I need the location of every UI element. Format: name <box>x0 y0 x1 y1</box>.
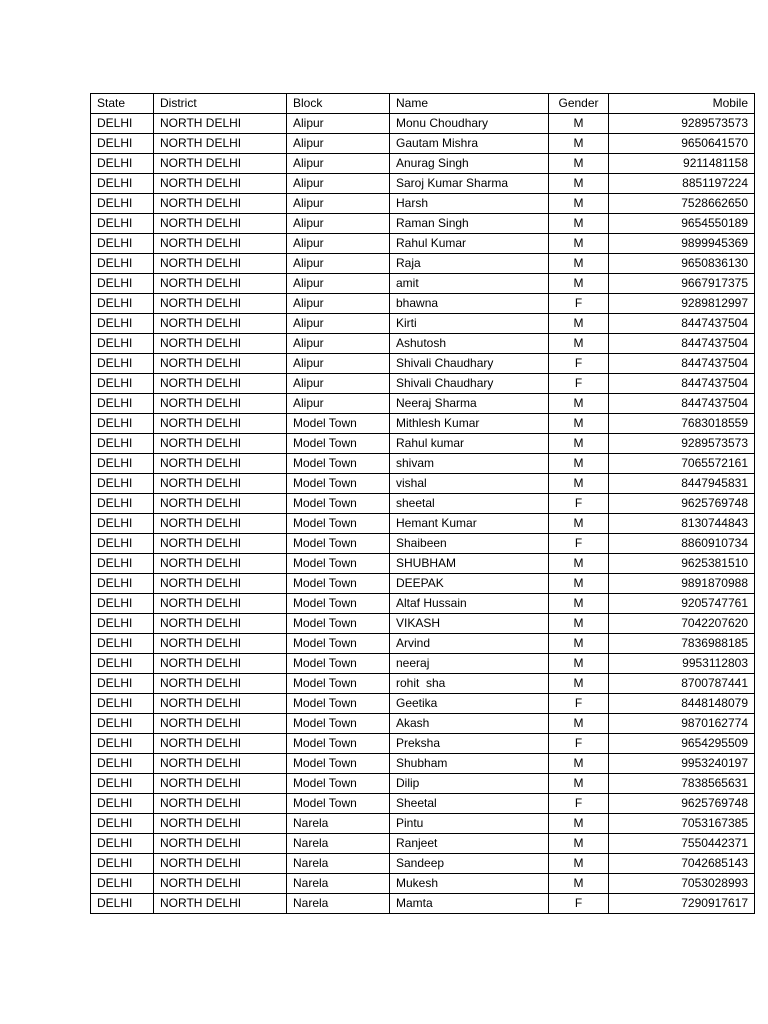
cell-mobile: 9289573573 <box>609 434 755 454</box>
cell-gender: M <box>549 634 609 654</box>
cell-name: VIKASH <box>390 614 549 634</box>
table-row <box>91 814 755 834</box>
table-row <box>91 674 755 694</box>
cell-district: NORTH DELHI <box>154 874 287 894</box>
cell-gender: M <box>549 274 609 294</box>
cell-gender: M <box>549 254 609 274</box>
cell-block: Alipur <box>287 274 390 294</box>
cell-name: Altaf Hussain <box>390 594 549 614</box>
cell-gender: F <box>549 734 609 754</box>
cell-name: sheetal <box>390 494 549 514</box>
cell-block: Alipur <box>287 194 390 214</box>
cell-state: DELHI <box>91 154 154 174</box>
cell-mobile: 8130744843 <box>609 514 755 534</box>
cell-district: NORTH DELHI <box>154 634 287 654</box>
cell-mobile: 7836988185 <box>609 634 755 654</box>
table-row <box>91 514 755 534</box>
cell-block: Narela <box>287 894 390 914</box>
cell-district: NORTH DELHI <box>154 614 287 634</box>
cell-block: Alipur <box>287 394 390 414</box>
table-row <box>91 494 755 514</box>
cell-gender: F <box>549 794 609 814</box>
cell-state: DELHI <box>91 854 154 874</box>
data-table <box>90 93 755 914</box>
cell-block: Alipur <box>287 314 390 334</box>
cell-gender: M <box>549 714 609 734</box>
cell-district: NORTH DELHI <box>154 894 287 914</box>
cell-state: DELHI <box>91 674 154 694</box>
cell-district: NORTH DELHI <box>154 834 287 854</box>
cell-block: Alipur <box>287 114 390 134</box>
table-row <box>91 894 755 914</box>
cell-mobile: 7838565631 <box>609 774 755 794</box>
cell-block: Model Town <box>287 434 390 454</box>
cell-name: Akash <box>390 714 549 734</box>
cell-state: DELHI <box>91 894 154 914</box>
cell-district: NORTH DELHI <box>154 534 287 554</box>
cell-gender: M <box>549 554 609 574</box>
cell-mobile: 9625769748 <box>609 494 755 514</box>
cell-name: Shivali Chaudhary <box>390 374 549 394</box>
table-row <box>91 254 755 274</box>
column-header-district: District <box>154 94 287 114</box>
table-row <box>91 334 755 354</box>
cell-name: vishal <box>390 474 549 494</box>
table-row <box>91 354 755 374</box>
cell-state: DELHI <box>91 654 154 674</box>
cell-state: DELHI <box>91 214 154 234</box>
column-header-gender: Gender <box>549 94 609 114</box>
cell-mobile: 9289573573 <box>609 114 755 134</box>
cell-block: Model Town <box>287 714 390 734</box>
cell-block: Narela <box>287 814 390 834</box>
table-row <box>91 854 755 874</box>
cell-block: Model Town <box>287 554 390 574</box>
cell-name: Shaibeen <box>390 534 549 554</box>
cell-mobile: 7053028993 <box>609 874 755 894</box>
table-row <box>91 474 755 494</box>
cell-gender: M <box>549 514 609 534</box>
cell-state: DELHI <box>91 694 154 714</box>
cell-mobile: 9870162774 <box>609 714 755 734</box>
cell-state: DELHI <box>91 194 154 214</box>
cell-district: NORTH DELHI <box>154 754 287 774</box>
cell-district: NORTH DELHI <box>154 134 287 154</box>
table-row <box>91 874 755 894</box>
cell-block: Alipur <box>287 154 390 174</box>
table-row <box>91 294 755 314</box>
cell-state: DELHI <box>91 254 154 274</box>
cell-name: Gautam Mishra <box>390 134 549 154</box>
cell-district: NORTH DELHI <box>154 594 287 614</box>
cell-gender: M <box>549 174 609 194</box>
table-row <box>91 194 755 214</box>
cell-name: Hemant Kumar <box>390 514 549 534</box>
cell-mobile: 8700787441 <box>609 674 755 694</box>
cell-gender: M <box>549 134 609 154</box>
cell-district: NORTH DELHI <box>154 734 287 754</box>
table-row <box>91 434 755 454</box>
column-header-name: Name <box>390 94 549 114</box>
cell-mobile: 9650641570 <box>609 134 755 154</box>
cell-state: DELHI <box>91 114 154 134</box>
cell-state: DELHI <box>91 714 154 734</box>
cell-block: Model Town <box>287 514 390 534</box>
cell-state: DELHI <box>91 174 154 194</box>
cell-mobile: 9625381510 <box>609 554 755 574</box>
cell-mobile: 8447437504 <box>609 374 755 394</box>
cell-gender: M <box>549 834 609 854</box>
cell-state: DELHI <box>91 394 154 414</box>
table-row <box>91 834 755 854</box>
cell-gender: M <box>549 854 609 874</box>
cell-state: DELHI <box>91 734 154 754</box>
cell-block: Model Town <box>287 494 390 514</box>
cell-mobile: 8447945831 <box>609 474 755 494</box>
cell-gender: F <box>549 354 609 374</box>
cell-name: Ashutosh <box>390 334 549 354</box>
cell-name: Raja <box>390 254 549 274</box>
cell-gender: M <box>549 654 609 674</box>
cell-mobile: 9654550189 <box>609 214 755 234</box>
cell-name: Mukesh <box>390 874 549 894</box>
cell-district: NORTH DELHI <box>154 794 287 814</box>
cell-name: Ranjeet <box>390 834 549 854</box>
cell-district: NORTH DELHI <box>154 294 287 314</box>
cell-gender: M <box>549 874 609 894</box>
cell-mobile: 8447437504 <box>609 314 755 334</box>
cell-gender: F <box>549 374 609 394</box>
cell-name: neeraj <box>390 654 549 674</box>
cell-block: Narela <box>287 854 390 874</box>
table-row <box>91 634 755 654</box>
cell-gender: M <box>549 614 609 634</box>
cell-gender: M <box>549 314 609 334</box>
cell-block: Model Town <box>287 574 390 594</box>
cell-block: Alipur <box>287 174 390 194</box>
cell-mobile: 8447437504 <box>609 394 755 414</box>
cell-state: DELHI <box>91 774 154 794</box>
cell-name: Raman Singh <box>390 214 549 234</box>
cell-gender: M <box>549 434 609 454</box>
cell-block: Model Town <box>287 594 390 614</box>
cell-district: NORTH DELHI <box>154 494 287 514</box>
cell-state: DELHI <box>91 334 154 354</box>
table-row <box>91 654 755 674</box>
cell-name: Dilip <box>390 774 549 794</box>
cell-mobile: 8447437504 <box>609 354 755 374</box>
table-row <box>91 134 755 154</box>
table-body <box>91 114 755 914</box>
cell-mobile: 7683018559 <box>609 414 755 434</box>
cell-name: Rahul kumar <box>390 434 549 454</box>
cell-gender: M <box>549 334 609 354</box>
cell-district: NORTH DELHI <box>154 574 287 594</box>
cell-district: NORTH DELHI <box>154 354 287 374</box>
cell-state: DELHI <box>91 634 154 654</box>
cell-mobile: 9891870988 <box>609 574 755 594</box>
cell-district: NORTH DELHI <box>154 174 287 194</box>
cell-state: DELHI <box>91 754 154 774</box>
cell-mobile: 7550442371 <box>609 834 755 854</box>
cell-state: DELHI <box>91 294 154 314</box>
cell-mobile: 7528662650 <box>609 194 755 214</box>
cell-mobile: 8860910734 <box>609 534 755 554</box>
cell-block: Model Town <box>287 674 390 694</box>
cell-gender: M <box>549 414 609 434</box>
cell-gender: F <box>549 894 609 914</box>
cell-name: SHUBHAM <box>390 554 549 574</box>
cell-name: Arvind <box>390 634 549 654</box>
cell-mobile: 9899945369 <box>609 234 755 254</box>
table-row <box>91 234 755 254</box>
table-row <box>91 214 755 234</box>
cell-district: NORTH DELHI <box>154 334 287 354</box>
cell-block: Model Town <box>287 534 390 554</box>
cell-state: DELHI <box>91 494 154 514</box>
cell-mobile: 9953112803 <box>609 654 755 674</box>
cell-gender: M <box>549 674 609 694</box>
cell-gender: F <box>549 534 609 554</box>
cell-gender: M <box>549 394 609 414</box>
cell-district: NORTH DELHI <box>154 454 287 474</box>
cell-district: NORTH DELHI <box>154 474 287 494</box>
cell-mobile: 8447437504 <box>609 334 755 354</box>
cell-district: NORTH DELHI <box>154 514 287 534</box>
cell-gender: M <box>549 114 609 134</box>
cell-mobile: 9650836130 <box>609 254 755 274</box>
table-row <box>91 274 755 294</box>
cell-gender: F <box>549 494 609 514</box>
column-header-mobile: Mobile <box>609 94 755 114</box>
cell-district: NORTH DELHI <box>154 194 287 214</box>
cell-state: DELHI <box>91 814 154 834</box>
cell-gender: F <box>549 294 609 314</box>
cell-state: DELHI <box>91 474 154 494</box>
cell-state: DELHI <box>91 414 154 434</box>
cell-name: shivam <box>390 454 549 474</box>
cell-district: NORTH DELHI <box>154 154 287 174</box>
cell-district: NORTH DELHI <box>154 694 287 714</box>
cell-name: Shivali Chaudhary <box>390 354 549 374</box>
table-row <box>91 614 755 634</box>
cell-block: Alipur <box>287 374 390 394</box>
table-row <box>91 754 755 774</box>
cell-block: Model Town <box>287 414 390 434</box>
cell-name: Kirti <box>390 314 549 334</box>
cell-state: DELHI <box>91 874 154 894</box>
cell-name: Sandeep <box>390 854 549 874</box>
cell-name: Sheetal <box>390 794 549 814</box>
cell-name: Pintu <box>390 814 549 834</box>
cell-name: Geetika <box>390 694 549 714</box>
cell-state: DELHI <box>91 594 154 614</box>
cell-block: Alipur <box>287 134 390 154</box>
cell-district: NORTH DELHI <box>154 434 287 454</box>
column-header-block: Block <box>287 94 390 114</box>
cell-district: NORTH DELHI <box>154 674 287 694</box>
cell-state: DELHI <box>91 514 154 534</box>
cell-district: NORTH DELHI <box>154 374 287 394</box>
cell-state: DELHI <box>91 614 154 634</box>
cell-mobile: 9667917375 <box>609 274 755 294</box>
cell-district: NORTH DELHI <box>154 714 287 734</box>
cell-block: Model Town <box>287 754 390 774</box>
cell-mobile: 9625769748 <box>609 794 755 814</box>
cell-district: NORTH DELHI <box>154 274 287 294</box>
cell-state: DELHI <box>91 454 154 474</box>
cell-district: NORTH DELHI <box>154 254 287 274</box>
cell-gender: M <box>549 574 609 594</box>
cell-district: NORTH DELHI <box>154 414 287 434</box>
cell-name: Harsh <box>390 194 549 214</box>
cell-district: NORTH DELHI <box>154 114 287 134</box>
cell-mobile: 8851197224 <box>609 174 755 194</box>
cell-block: Model Town <box>287 774 390 794</box>
cell-name: DEEPAK <box>390 574 549 594</box>
cell-gender: F <box>549 694 609 714</box>
header-row <box>91 94 755 114</box>
cell-mobile: 7042207620 <box>609 614 755 634</box>
cell-state: DELHI <box>91 834 154 854</box>
table-row <box>91 154 755 174</box>
table-row <box>91 534 755 554</box>
table-row <box>91 114 755 134</box>
cell-mobile: 7290917617 <box>609 894 755 914</box>
cell-state: DELHI <box>91 134 154 154</box>
table-row <box>91 574 755 594</box>
cell-name: Neeraj Sharma <box>390 394 549 414</box>
table-row <box>91 454 755 474</box>
cell-block: Alipur <box>287 294 390 314</box>
cell-state: DELHI <box>91 794 154 814</box>
cell-block: Narela <box>287 874 390 894</box>
cell-gender: M <box>549 454 609 474</box>
cell-name: bhawna <box>390 294 549 314</box>
cell-district: NORTH DELHI <box>154 654 287 674</box>
cell-state: DELHI <box>91 534 154 554</box>
cell-name: Mithlesh Kumar <box>390 414 549 434</box>
cell-gender: M <box>549 234 609 254</box>
cell-block: Model Town <box>287 654 390 674</box>
cell-mobile: 9654295509 <box>609 734 755 754</box>
cell-district: NORTH DELHI <box>154 394 287 414</box>
table-row <box>91 794 755 814</box>
table-row <box>91 174 755 194</box>
cell-state: DELHI <box>91 554 154 574</box>
cell-gender: M <box>549 154 609 174</box>
cell-gender: M <box>549 214 609 234</box>
cell-name: Preksha <box>390 734 549 754</box>
cell-state: DELHI <box>91 434 154 454</box>
cell-district: NORTH DELHI <box>154 314 287 334</box>
cell-mobile: 9953240197 <box>609 754 755 774</box>
cell-block: Alipur <box>287 334 390 354</box>
cell-block: Model Town <box>287 634 390 654</box>
cell-block: Model Town <box>287 614 390 634</box>
cell-gender: M <box>549 194 609 214</box>
cell-name: Rahul Kumar <box>390 234 549 254</box>
table-row <box>91 414 755 434</box>
cell-block: Model Town <box>287 734 390 754</box>
cell-name: Monu Choudhary <box>390 114 549 134</box>
cell-name: Shubham <box>390 754 549 774</box>
cell-mobile: 7053167385 <box>609 814 755 834</box>
cell-mobile: 8448148079 <box>609 694 755 714</box>
cell-block: Narela <box>287 834 390 854</box>
cell-name: Anurag Singh <box>390 154 549 174</box>
table-row <box>91 594 755 614</box>
cell-gender: M <box>549 474 609 494</box>
cell-mobile: 7042685143 <box>609 854 755 874</box>
cell-mobile: 9289812997 <box>609 294 755 314</box>
cell-gender: M <box>549 814 609 834</box>
cell-district: NORTH DELHI <box>154 814 287 834</box>
cell-state: DELHI <box>91 354 154 374</box>
table-row <box>91 554 755 574</box>
cell-name: amit <box>390 274 549 294</box>
cell-block: Alipur <box>287 354 390 374</box>
cell-block: Model Town <box>287 794 390 814</box>
cell-district: NORTH DELHI <box>154 774 287 794</box>
cell-block: Model Town <box>287 454 390 474</box>
table-row <box>91 374 755 394</box>
cell-gender: M <box>549 754 609 774</box>
cell-block: Model Town <box>287 694 390 714</box>
cell-mobile: 7065572161 <box>609 454 755 474</box>
cell-district: NORTH DELHI <box>154 554 287 574</box>
cell-mobile: 9211481158 <box>609 154 755 174</box>
table-header <box>91 94 755 114</box>
cell-gender: M <box>549 774 609 794</box>
table-row <box>91 694 755 714</box>
cell-gender: M <box>549 594 609 614</box>
cell-block: Alipur <box>287 234 390 254</box>
cell-state: DELHI <box>91 314 154 334</box>
table-row <box>91 734 755 754</box>
cell-mobile: 9205747761 <box>609 594 755 614</box>
cell-state: DELHI <box>91 274 154 294</box>
table-row <box>91 714 755 734</box>
cell-state: DELHI <box>91 374 154 394</box>
table-row <box>91 774 755 794</box>
cell-district: NORTH DELHI <box>154 234 287 254</box>
cell-block: Model Town <box>287 474 390 494</box>
cell-district: NORTH DELHI <box>154 854 287 874</box>
cell-district: NORTH DELHI <box>154 214 287 234</box>
table-row <box>91 394 755 414</box>
cell-name: Mamta <box>390 894 549 914</box>
table-row <box>91 314 755 334</box>
cell-state: DELHI <box>91 234 154 254</box>
cell-state: DELHI <box>91 574 154 594</box>
cell-block: Alipur <box>287 254 390 274</box>
column-header-state: State <box>91 94 154 114</box>
cell-block: Alipur <box>287 214 390 234</box>
cell-name: Saroj Kumar Sharma <box>390 174 549 194</box>
cell-name: rohit sha <box>390 674 549 694</box>
